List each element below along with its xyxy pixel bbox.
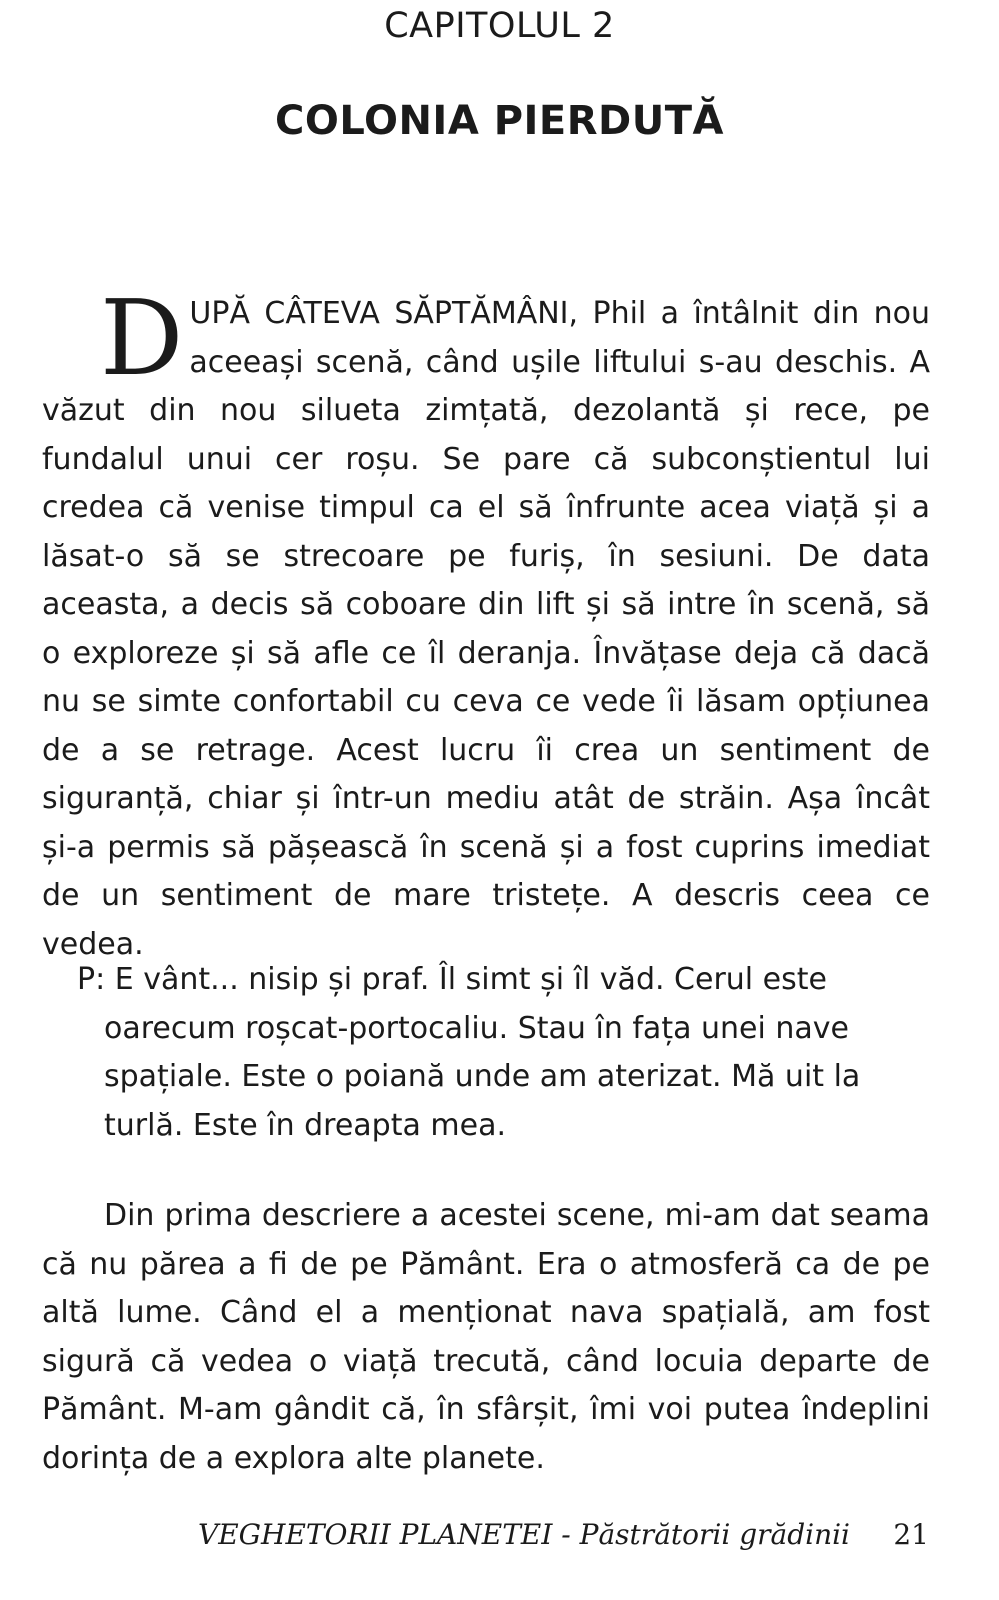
drop-cap: D xyxy=(100,277,184,399)
paragraph-reflection: Din prima descriere a acestei scene, mi-am dat seama că nu părea a fi de pe Pământ. Era o atmosferă ca de pe altă lume. Când el a menționat nava spațială, am fost sigură că vedea o viață trecută, când locuia departe de Pământ. M-am gândit că, în sfârșit, îmi voi putea îndeplini dorința de a explora alte planete. xyxy=(42,1198,930,1476)
chapter-title: COLONIA PIERDUTĂ xyxy=(275,98,724,144)
paragraph-intro xyxy=(42,277,930,969)
paragraph-intro-text: UPĂ CÂTEVA SĂPTĂMÂNI, Phil a întâlnit din nou aceeași scenă, când ușile liftului s-au deschis. A văzut din nou silueta zimțată, dezolantă și rece, pe fundalul unui cer roșu. Se pare că subconștientul lui credea că venise timpul ca el să înfrunte acea viață și a lăsat-o să se strecoare pe furiș, în sesiuni. De data aceasta, a decis să coboare din lift și să intre în scenă, să o exploreze și să afle ce îl deranja. Învățase deja că dacă nu se simte confortabil cu ceva ce vede îi lăsam opțiunea de a se retrage. Acest lucru îi crea un sentiment de siguranță, chiar și într-un mediu atât de străin. Așa încât și-a permis să pășească în scenă și a fost cuprins imediat de un sentiment de mare tristețe. A descris ceea ce vedea. xyxy=(42,296,930,962)
page-footer xyxy=(0,1512,999,1560)
chapter-label: CAPITOLUL 2 xyxy=(384,6,615,46)
dialogue-quote: P: E vânt... nisip și praf. Îl simt și îl văd. Cerul este oarecum roșcat-portocaliu. Stau în fața unei nave spațiale. Este o poiană unde am aterizat. Mă uit la turlă. Este în dreapta mea. xyxy=(77,962,861,1143)
footer-book-title: VEGHETORII PLANETEI - Păstrătorii grădinii xyxy=(198,1518,851,1551)
page-number: 21 xyxy=(893,1518,929,1551)
